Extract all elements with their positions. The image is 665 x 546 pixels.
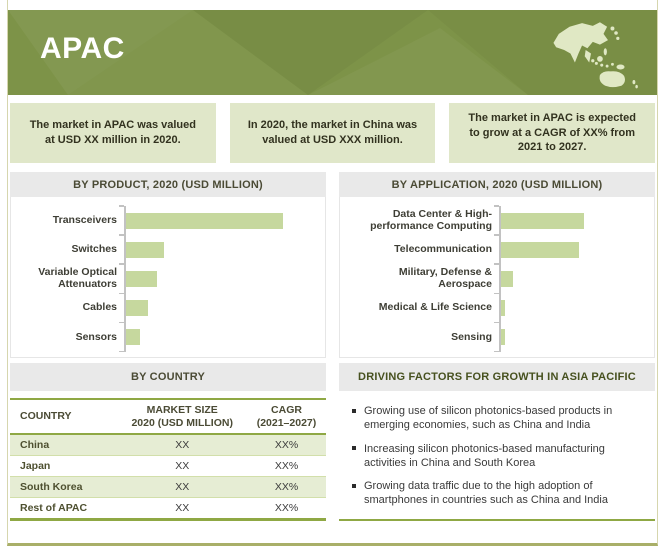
section-header-label: DRIVING FACTORS FOR GROWTH IN ASIA PACIFIC [358, 371, 636, 383]
bar [501, 271, 513, 287]
page-frame [7, 0, 658, 546]
driving-factors-list [351, 404, 647, 508]
chart-row [344, 294, 646, 323]
market-size-cell: XX [117, 456, 247, 477]
category-label: Medical & Life Science [378, 301, 492, 314]
bar-area [499, 294, 646, 323]
by-application-panel [339, 172, 655, 358]
column-header: COUNTRY [10, 399, 117, 434]
cagr-cell: XX% [247, 477, 326, 498]
bar-area [124, 294, 317, 323]
bar-area [499, 323, 646, 352]
bar [501, 213, 584, 229]
section-header-by-application [339, 172, 655, 197]
chart-row [15, 235, 317, 264]
highlight-apac-value: The market in APAC was valued at USD XX million in 2020. [10, 103, 216, 163]
chart-row [15, 323, 317, 352]
table-row [10, 456, 326, 477]
chart-row [344, 235, 646, 264]
category-label: Sensing [451, 330, 492, 343]
bar-area [124, 235, 317, 264]
bar-area [124, 264, 317, 293]
bar [126, 242, 164, 258]
cagr-cell: XX% [247, 456, 326, 477]
category-label: Sensors [75, 330, 117, 343]
country-cell: South Korea [10, 477, 117, 498]
driving-factors-panel [339, 363, 655, 521]
chart-row [344, 323, 646, 352]
section-header-driving-factors [339, 363, 655, 391]
country-table [10, 398, 326, 521]
cagr-cell: XX% [247, 498, 326, 520]
bar [501, 329, 505, 345]
table-row [10, 498, 326, 520]
bar [501, 242, 579, 258]
chart-row [344, 264, 646, 293]
bar [501, 300, 505, 316]
bar-area [499, 264, 646, 293]
by-country-panel [10, 363, 326, 521]
section-header-by-country [10, 363, 326, 391]
market-size-cell: XX [175, 439, 190, 452]
market-size-cell: XX [117, 477, 247, 498]
country-table-head [10, 399, 326, 434]
driving-factors-body [339, 398, 655, 521]
by-application-bar-chart [339, 197, 655, 358]
bar-area [499, 235, 646, 264]
bar-area [124, 323, 317, 352]
market-size-cell: XX [117, 498, 247, 520]
category-label: Cables [82, 301, 117, 314]
region-banner [8, 10, 657, 95]
by-product-panel [10, 172, 326, 358]
bottom-row [10, 363, 655, 521]
charts-row [10, 172, 655, 358]
bar-area [499, 206, 646, 235]
category-label: Telecommunication [394, 242, 492, 255]
bar-area [124, 206, 317, 235]
section-header-label: BY COUNTRY [130, 371, 206, 383]
table-row [10, 434, 326, 456]
bar [126, 329, 140, 345]
chart-row [344, 206, 646, 235]
category-label: Transceivers [52, 213, 117, 226]
chart-row [15, 264, 317, 293]
highlight-row [10, 103, 655, 163]
asia-pacific-map-icon [537, 16, 645, 92]
column-header: MARKET SIZE 2020 (USD MILLION) [117, 399, 247, 434]
driving-factor-item: Increasing silicon photonics-based manufacturing activities in China and South Korea [351, 442, 647, 471]
country-cell: Rest of APAC [10, 498, 117, 520]
highlight-cagr: The market in APAC is expected to grow at a CAGR of XX% from 2021 to 2027. [449, 103, 655, 163]
category-label: Variable Optical Attenuators [38, 266, 117, 290]
category-label: Data Center & High-performance Computing [370, 207, 492, 232]
driving-factor-item: Growing use of silicon photonics-based products in emerging economies, such as China and India [351, 404, 647, 433]
by-product-bar-chart [10, 197, 326, 358]
bar [126, 213, 283, 229]
page-title: APAC [40, 32, 125, 65]
category-label: Military, Defense & Aerospace [398, 266, 492, 290]
country-cell: Japan [10, 456, 117, 477]
chart-row [15, 206, 317, 235]
column-header: CAGR (2021–2027) [247, 399, 326, 434]
section-header-label: BY APPLICATION, 2020 (USD MILLION) [391, 178, 603, 191]
country-cell: China [20, 439, 50, 452]
country-table-body [10, 434, 326, 520]
section-header-by-product [10, 172, 326, 197]
section-header-label: BY PRODUCT, 2020 (USD MILLION) [73, 178, 263, 191]
chart-row [15, 294, 317, 323]
driving-factor-item: Growing data traffic due to the high adoption of smartphones in countries such as China and India [351, 479, 647, 508]
bar [126, 300, 148, 316]
table-row [10, 477, 326, 498]
bar [126, 271, 157, 287]
category-label: Switches [71, 242, 117, 255]
cagr-cell: XX% [274, 439, 299, 452]
highlight-china-value: In 2020, the market in China was valued at USD XXX million. [230, 103, 436, 163]
